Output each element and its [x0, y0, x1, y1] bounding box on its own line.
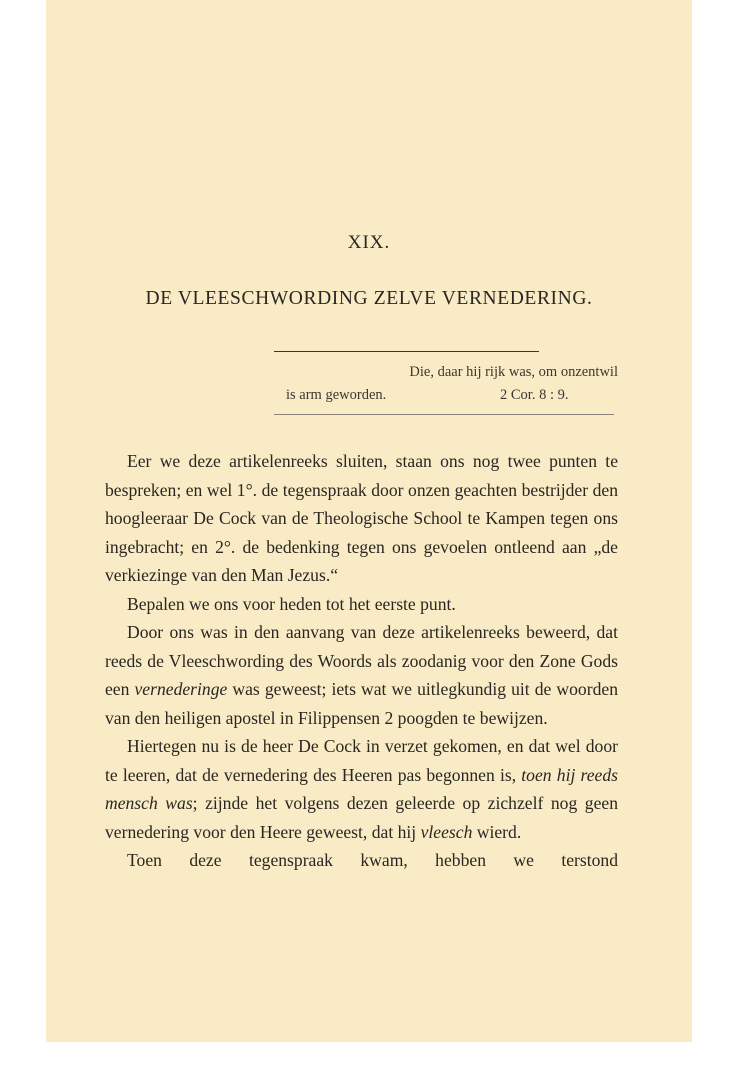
paragraph-5: Toen deze tegenspraak kwam, hebben we terstond	[127, 850, 618, 870]
paragraph-1: Eer we deze artikelenreeks sluiten, staan ons nog twee punten te bespreken; en wel 1°. de tegenspraak door onzen geachten bestrijder den hoogleeraar De Cock van de Theologische School te Kampen tegen ons ingebracht; en 2°. de bedenking tegen ons gevoelen ontleend aan „de verkiezinge van den Man Jezus.“	[105, 451, 618, 585]
paragraph-3-part-b: was geweest; iets wat we uitlegkundig uit de woorden van den heiligen apostel in Filippensen 2 poogden te bewijzen.	[105, 679, 618, 728]
paragraph-4	[105, 732, 618, 846]
motto-reference: 2 Cor. 8 : 9.	[500, 387, 569, 403]
paragraph-3	[105, 618, 618, 732]
chapter-number: XIX.	[347, 232, 391, 253]
chapter-title: DE VLEESCHWORDING ZELVE VERNEDERING.	[145, 288, 593, 309]
motto-top-rule	[274, 351, 539, 352]
paragraph-4-part-a: Hiertegen nu is de heer De Cock in verzet gekomen, en dat wel door te leeren, dat de vernedering des Heeren pas begonnen is,	[105, 736, 618, 785]
motto-line-1: Die, daar hij rijk was, om onzentwil	[409, 364, 618, 380]
paragraph-4-part-b: ; zijnde het volgens dezen geleerde op zichzelf nog geen vernedering voor den Heere geweest, dat hij	[105, 793, 618, 842]
paragraph-3-emphasis: vernederinge	[134, 679, 228, 699]
paragraph-3-part-a: Door ons was in den aanvang van deze artikelenreeks beweerd, dat reeds de Vleeschwording des Woords als zoodanig voor den Zone Gods een	[105, 622, 618, 699]
motto-line-2	[286, 387, 618, 404]
paragraph-4-emphasis-1: toen hij reeds mensch was	[105, 764, 618, 813]
paragraph-4-emphasis-2: vleesch	[420, 821, 473, 842]
paragraph-2: Bepalen we ons voor heden tot het eerste punt.	[127, 593, 456, 614]
motto-bottom-rule	[274, 414, 614, 415]
paragraph-4-part-c: wierd.	[472, 821, 522, 842]
motto-line-2-text: is arm geworden.	[286, 387, 387, 403]
body-text	[105, 447, 618, 875]
book-page	[46, 0, 692, 1042]
